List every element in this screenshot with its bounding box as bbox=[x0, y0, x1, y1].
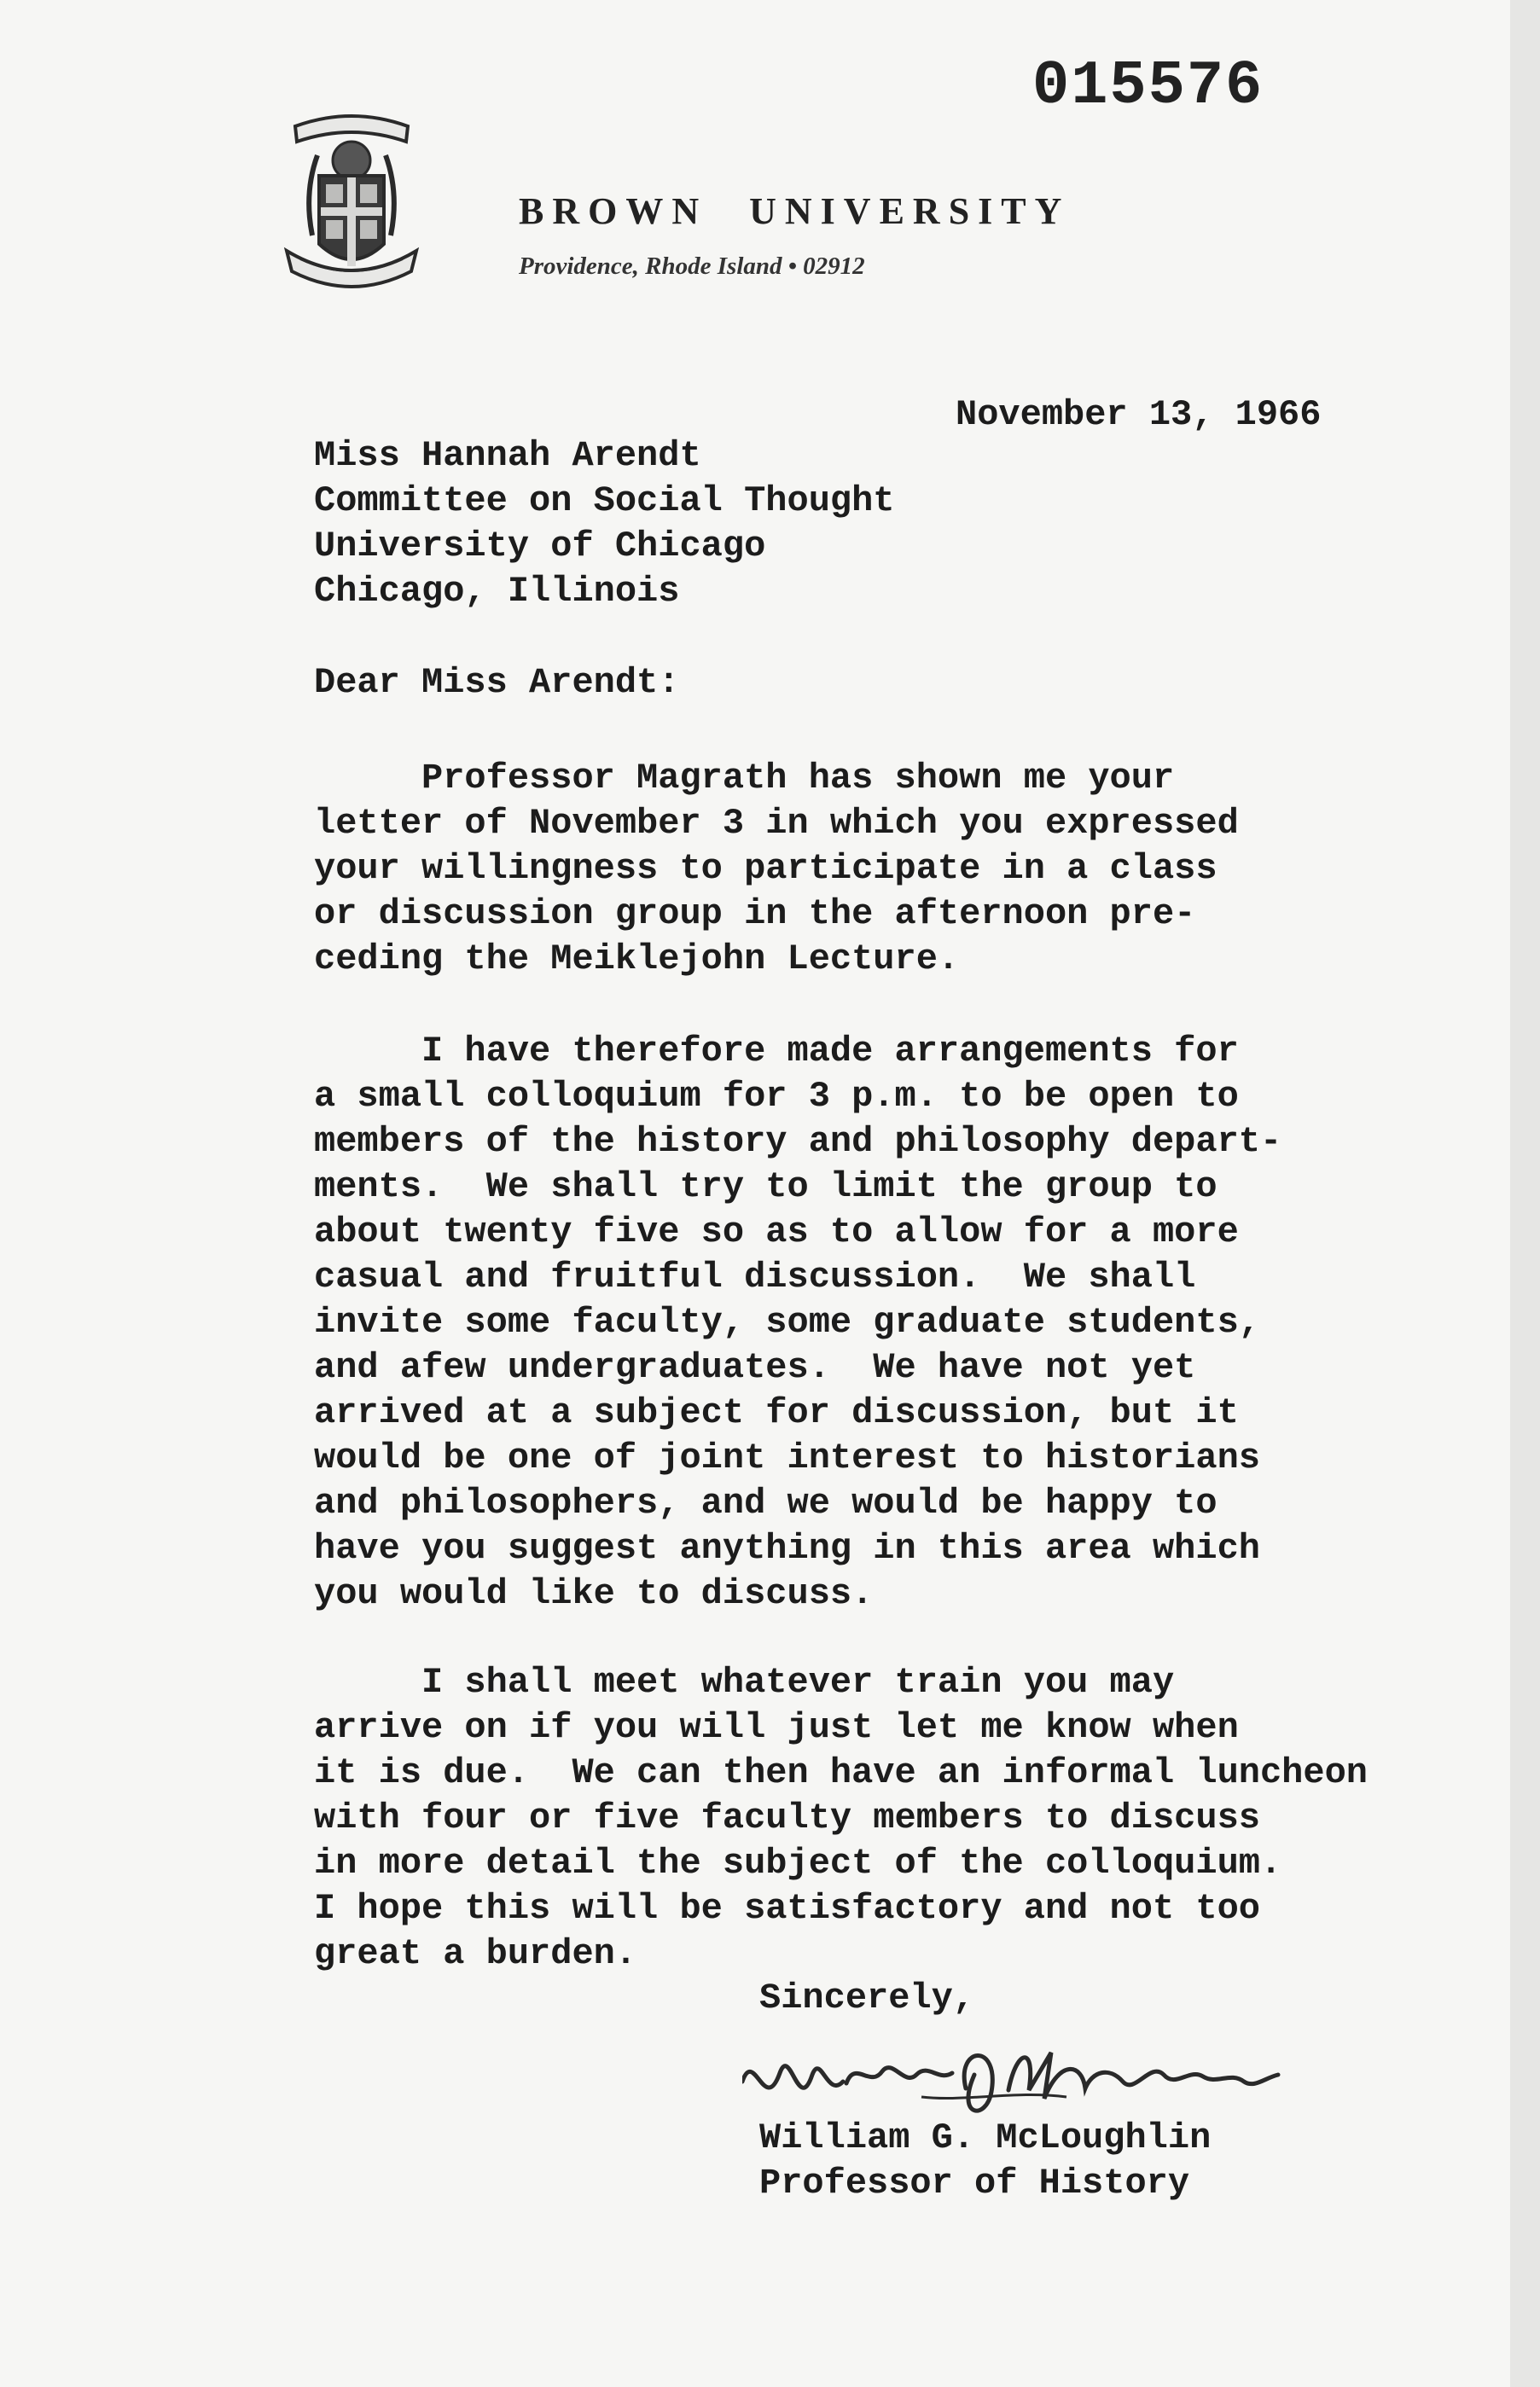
text-line: casual and fruitful discussion. We shall bbox=[314, 1257, 1196, 1298]
text-line: and afew undergraduates. We have not yet bbox=[314, 1347, 1196, 1388]
text-line: you would like to discuss. bbox=[314, 1573, 874, 1614]
text-line: a small colloquium for 3 p.m. to be open to bbox=[314, 1076, 1239, 1117]
text-line: arrive on if you will just let me know when bbox=[314, 1707, 1239, 1748]
university-address: Providence, Rhode Island • 02912 bbox=[519, 253, 865, 280]
text-line: Professor Magrath has shown me your bbox=[314, 758, 1175, 799]
paragraph-1 bbox=[314, 756, 1239, 982]
text-line: with four or five faculty members to discuss bbox=[314, 1798, 1260, 1838]
text-line: I shall meet whatever train you may bbox=[314, 1662, 1175, 1703]
recipient-line: University of Chicago bbox=[314, 526, 766, 566]
text-line: and philosophers, and we would be happy to bbox=[314, 1483, 1217, 1524]
closing: Sincerely, bbox=[759, 1978, 975, 2018]
text-line: I hope this will be satisfactory and not too bbox=[314, 1888, 1260, 1929]
text-line: would be one of joint interest to historians bbox=[314, 1437, 1260, 1478]
text-line: or discussion group in the afternoon pre- bbox=[314, 893, 1196, 934]
text-line: invite some faculty, some graduate students, bbox=[314, 1302, 1260, 1343]
university-seal-icon bbox=[278, 107, 425, 290]
signature-block bbox=[759, 2116, 1211, 2206]
text-line: members of the history and philosophy depart- bbox=[314, 1121, 1282, 1162]
text-line: it is due. We can then have an informal luncheon bbox=[314, 1752, 1369, 1793]
text-line: about twenty five so as to allow for a more bbox=[314, 1211, 1239, 1252]
text-line: in more detail the subject of the colloquium. bbox=[314, 1843, 1282, 1884]
text-line: your willingness to participate in a class bbox=[314, 848, 1217, 889]
paragraph-3 bbox=[314, 1660, 1368, 1977]
salutation: Dear Miss Arendt: bbox=[314, 662, 680, 703]
signer-title: Professor of History bbox=[759, 2163, 1190, 2204]
recipient-line: Committee on Social Thought bbox=[314, 480, 895, 521]
recipient-address bbox=[314, 433, 895, 614]
signer-name: William G. McLoughlin bbox=[759, 2117, 1212, 2158]
text-line: ceding the Meiklejohn Lecture. bbox=[314, 938, 960, 979]
text-line: have you suggest anything in this area which bbox=[314, 1528, 1260, 1569]
text-line: letter of November 3 in which you expressed bbox=[314, 803, 1239, 844]
letter-date: November 13, 1966 bbox=[956, 394, 1322, 435]
recipient-line: Miss Hannah Arendt bbox=[314, 435, 701, 476]
text-line: great a burden. bbox=[314, 1933, 637, 1974]
university-name: BROWN UNIVERSITY bbox=[519, 190, 1071, 232]
paragraph-2 bbox=[314, 1029, 1281, 1617]
page-edge bbox=[1510, 0, 1540, 2387]
recipient-line: Chicago, Illinois bbox=[314, 571, 680, 612]
text-line: arrived at a subject for discussion, but it bbox=[314, 1392, 1239, 1433]
text-line: ments. We shall try to limit the group to bbox=[314, 1166, 1217, 1207]
document-number: 015576 bbox=[1032, 51, 1264, 121]
text-line: I have therefore made arrangements for bbox=[314, 1031, 1239, 1072]
